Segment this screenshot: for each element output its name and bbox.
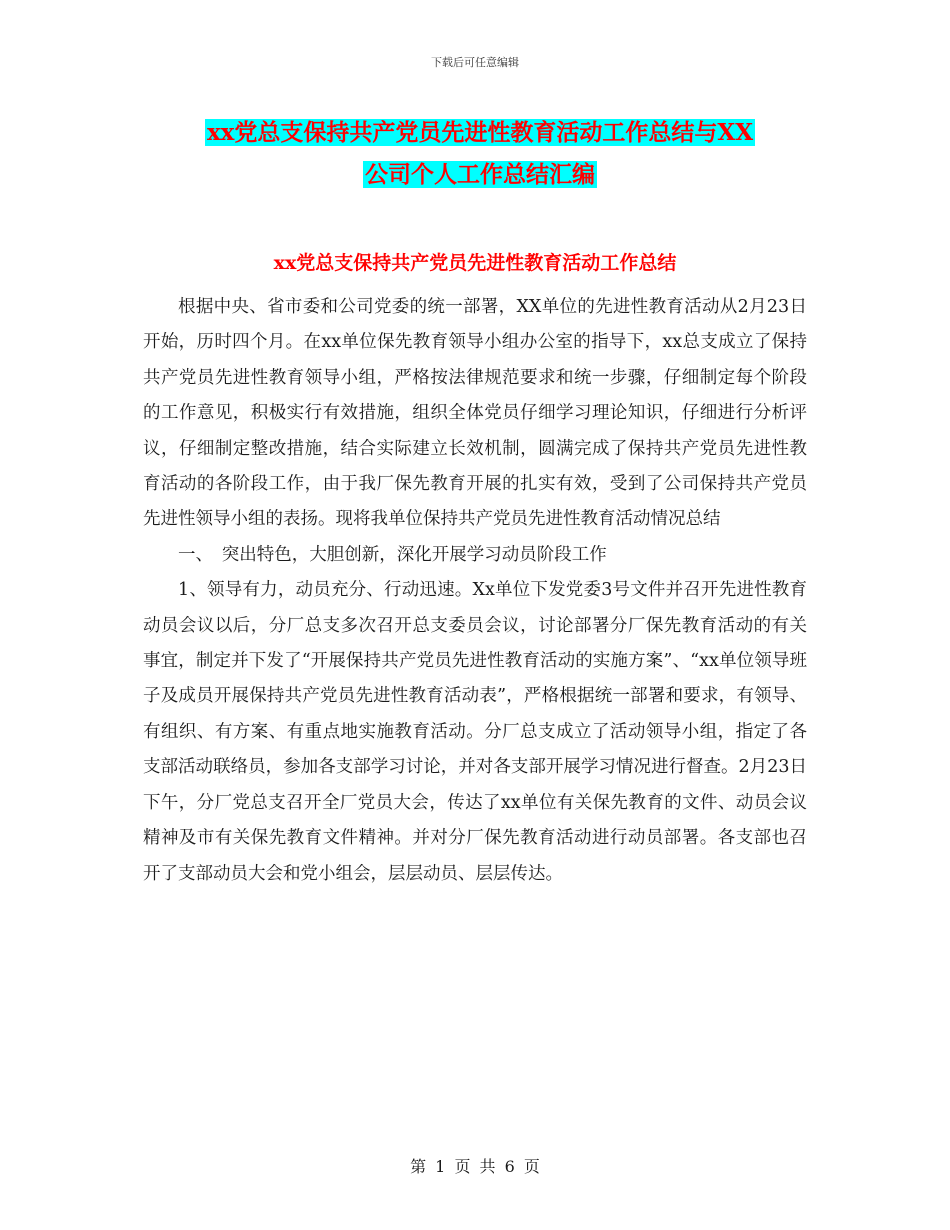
header-note: 下载后可任意编辑 (431, 56, 519, 69)
title-line-1: xx党总支保持共产党员先进性教育活动工作总结与XX (206, 119, 754, 146)
paragraph-intro: 根据中央、省市委和公司党委的统一部署，XX单位的先进性教育活动从2月23日开始，历时四个月。在xx单位保先教育领导小组办公室的指导下，xx总支成立了保持共产党员先进性教育领导小组，严格按法律规范要求和统一步骤，仔细制定每个阶段的工作意见，积极实行有效措施，组织全体党员仔细学习理论知识，仔细进行分析评议，仔细制定整改措施，结合实际建立长效机制，圆满完成了保持共产党员先进性教育活动的各阶段工作，由于我厂保先教育开展的扎实有效，受到了公司保持共产党员先进性领导小组的表扬。现将我单位保持共产党员先进性教育活动情况总结 (143, 297, 807, 530)
page-footer: 第 1 页 共 6 页 (410, 1157, 540, 1176)
paragraph-item-1: 1、领导有力，动员充分、行动迅速。Xx单位下发党委3号文件并召开先进性教育动员会议以后，分厂总支多次召开总支委员会议，讨论部署分厂保先教育活动的有关事宜，制定并下发了“开展保持共产党员先进性教育活动的实施方案”、“xx单位领导班子及成员开展保持共产党员先进性教育活动表”，严格根据统一部署和要求，有领导、有组织、有方案、有重点地实施教育活动。分厂总支成立了活动领导小组，指定了各支部活动联络员，参加各支部学习讨论，并对各支部开展学习情况进行督查。2月23日下午，分厂党总支召开全厂党员大会，传达了xx单位有关保先教育的文件、动员会议精神及市有关保先教育文件精神。并对分厂保先教育活动进行动员部署。各支部也召开了支部动员大会和党小组会，层层动员、层层传达。 (143, 580, 807, 884)
title-line-2: 公司个人工作总结汇编 (365, 161, 595, 188)
paragraph-heading-1: 一、 突出特色，大胆创新，深化开展学习动员阶段工作 (178, 544, 607, 565)
section-title: xx党总支保持共产党员先进性教育活动工作总结 (273, 252, 677, 274)
body-text (143, 290, 807, 892)
document-title (120, 112, 840, 196)
